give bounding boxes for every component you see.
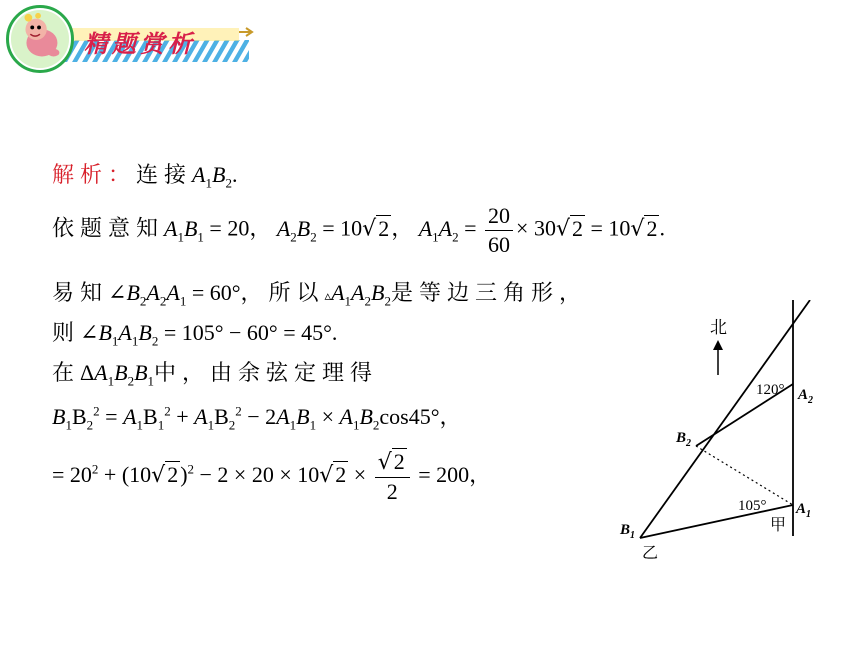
mascot-logo xyxy=(6,5,74,73)
header-title: 精题赏析 xyxy=(84,30,196,58)
angle-105-label: 105° xyxy=(738,498,767,514)
ship-yi-label: 乙 xyxy=(642,543,659,562)
ship-jia-label: 甲 xyxy=(770,515,787,534)
line-angle: 易知$\angle B_2A_2A_1 = 60^\circ$，所以$▵A_1A_2B_2$是等边三角形， xyxy=(52,280,587,309)
line-cosine: $B_1B_2^2 = A_1B_1^2 + A_1B_2^2 - 2A_1B_1 \times A_1B_2\cos 45^\circ$， xyxy=(52,403,462,433)
solution-label: 解析： xyxy=(52,163,137,188)
section-header xyxy=(0,0,270,80)
line-then: 则$\angle B_1A_1B_2 = 105^\circ - 60^\circ = 45^\circ$. xyxy=(52,320,338,349)
segment-b2-a1 xyxy=(696,446,793,505)
north-arrow-head xyxy=(713,340,723,350)
fraction-20-60: $\frac{20}{60}$ xyxy=(485,202,513,259)
point-b1-label: $B_1$ xyxy=(620,522,636,541)
navigation-diagram xyxy=(610,300,840,565)
line-given: 依题意知$A_1B_1 = 20$， $A_2B_2 = 10√2$， $A_1A_2$ = $\frac{20}{60}$ × 30√2 = 10√2. xyxy=(52,203,665,257)
point-a2-label: $A_2$ xyxy=(798,387,814,406)
point-b2-label: $B_2$ xyxy=(676,430,692,449)
angle-120-label: 120° xyxy=(756,382,785,398)
fraction-sqrt2-2: $\frac{√2}{2}$ xyxy=(375,448,410,506)
north-label: 北 xyxy=(710,318,727,338)
line-intro: 解析：连接$A_1B_2$. xyxy=(52,162,238,191)
point-a1-label: $A_1$ xyxy=(796,501,812,520)
line-law: 在$\Delta A_1B_2B_1$中，由余弦定理得 xyxy=(52,360,379,389)
line-result: = $20^2 + (10√2)^2 - 2 \times 20 \times 10√2$ × $\frac{√2}{2}$ = 200， xyxy=(52,449,492,504)
